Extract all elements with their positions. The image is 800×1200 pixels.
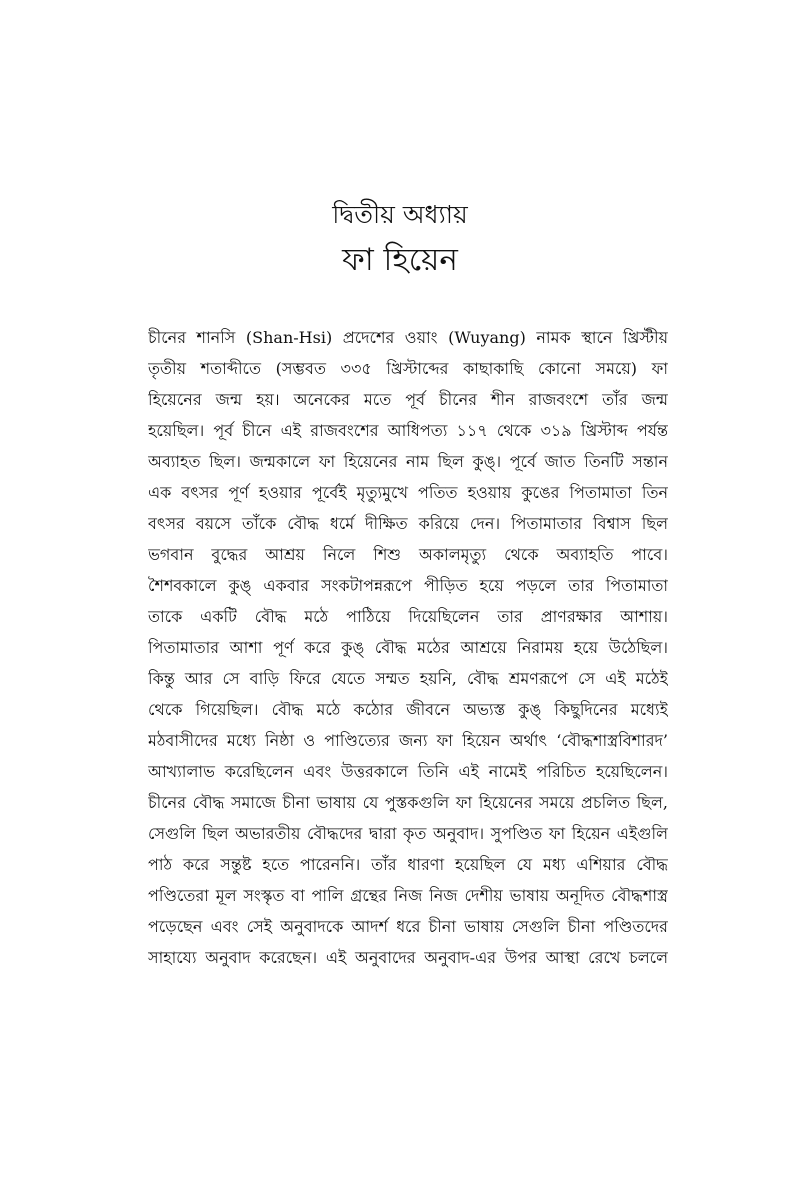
text-line: আখ্যালাভ করেছিলেন এবং উত্তরকালে তিনি এই নামেই পরিচিত হয়েছিলেন। <box>148 762 668 781</box>
text-line: কিন্তু আর সে বাড়ি ফিরে যেতে সম্মত হয়নি, বৌদ্ধ শ্রমণরূপে সে এই মঠেই <box>148 669 668 688</box>
text-line: চীনের বৌদ্ধ সমাজে চীনা ভাষায় যে পুস্তকগুলি ফা হিয়েনের সময়ে প্রচলিত ছিল, <box>148 793 668 812</box>
chapter-title: ফা হিয়েন <box>342 242 458 278</box>
text-line: পাঠ করে সন্তুষ্ট হতে পারেননি। তাঁর ধারণা হয়েছিল যে মধ্য এশিয়ার বৌদ্ধ <box>148 855 668 874</box>
text-line: শৈশবকালে কুঙ্ একবার সংকটাপন্নরূপে পীড়িত হয়ে পড়লে তার পিতামাতা <box>148 576 668 595</box>
text-line: পণ্ডিতেরা মূল সংস্কৃত বা পালি গ্রন্থের নিজ নিজ দেশীয় ভাষায় অনূদিত বৌদ্ধশাস্ত্র <box>148 886 668 905</box>
text-line: তৃতীয় শতাব্দীতে (সম্ভবত ৩৩৫ খ্রিস্টাব্দের কাছাকাছি কোনো সময়ে) ফা <box>148 359 668 378</box>
text-line: বৎসর বয়সে তাঁকে বৌদ্ধ ধর্মে দীক্ষিত করিয়ে দেন। পিতামাতার বিশ্বাস ছিল <box>148 514 668 533</box>
text-line: পড়েছেন এবং সেই অনুবাদকে আদর্শ ধরে চীনা ভাষায় সেগুলি চীনা পণ্ডিতদের <box>148 917 668 936</box>
text-line: চীনের শানসি (Shan-Hsi) প্রদেশের ওয়াং (Wuyang) নামক স্থানে খ্রিস্টীয় <box>148 328 668 347</box>
text-line: পিতামাতার আশা পূর্ণ করে কুঙ্ বৌদ্ধ মঠের আশ্রয়ে নিরাময় হয়ে উঠেছিল। <box>148 638 668 657</box>
text-line: সাহায্যে অনুবাদ করেছেন। এই অনুবাদের অনুবাদ-এর উপর আস্থা রেখে চললে <box>148 948 668 967</box>
text-line: এক বৎসর পূর্ণ হওয়ার পূর্বেই মৃত্যুমুখে পতিত হওয়ায় কুঙের পিতামাতা তিন <box>148 483 668 502</box>
text-line: হিয়েনের জন্ম হয়। অনেকের মতে পূর্ব চীনের শীন রাজবংশে তাঁর জন্ম <box>148 390 668 409</box>
body-paragraph <box>148 322 668 973</box>
text-line: থেকে গিয়েছিল। বৌদ্ধ মঠে কঠোর জীবনে অভ্যস্ত কুঙ্ কিছুদিনের মধ্যেই <box>148 700 668 719</box>
text-line: হয়েছিল। পূর্ব চীনে এই রাজবংশের আধিপত্য ১১৭ থেকে ৩১৯ খ্রিস্টাব্দ পর্যন্ত <box>148 421 668 440</box>
text-line: সেগুলি ছিল অভারতীয় বৌদ্ধদের দ্বারা কৃত অনুবাদ। সুপণ্ডিত ফা হিয়েন এইগুলি <box>148 824 668 843</box>
text-line: অব্যাহত ছিল। জন্মকালে ফা হিয়েনের নাম ছিল কুঙ্। পূর্বে জাত তিনটি সন্তান <box>148 452 668 471</box>
text-line: মঠবাসীদের মধ্যে নিষ্ঠা ও পাণ্ডিত্যের জন্য ফা হিয়েন অর্থাৎ ‘বৌদ্ধশাস্ত্রবিশারদ’ <box>148 731 668 750</box>
chapter-number: দ্বিতীয় অধ্যায় <box>332 200 468 229</box>
text-line: ভগবান বুদ্ধের আশ্রয় নিলে শিশু অকালমৃত্যু থেকে অব্যাহতি পাবে। <box>148 545 668 564</box>
text-line: তাকে একটি বৌদ্ধ মঠে পাঠিয়ে দিয়েছিলেন তার প্রাণরক্ষার আশায়। <box>148 607 668 626</box>
